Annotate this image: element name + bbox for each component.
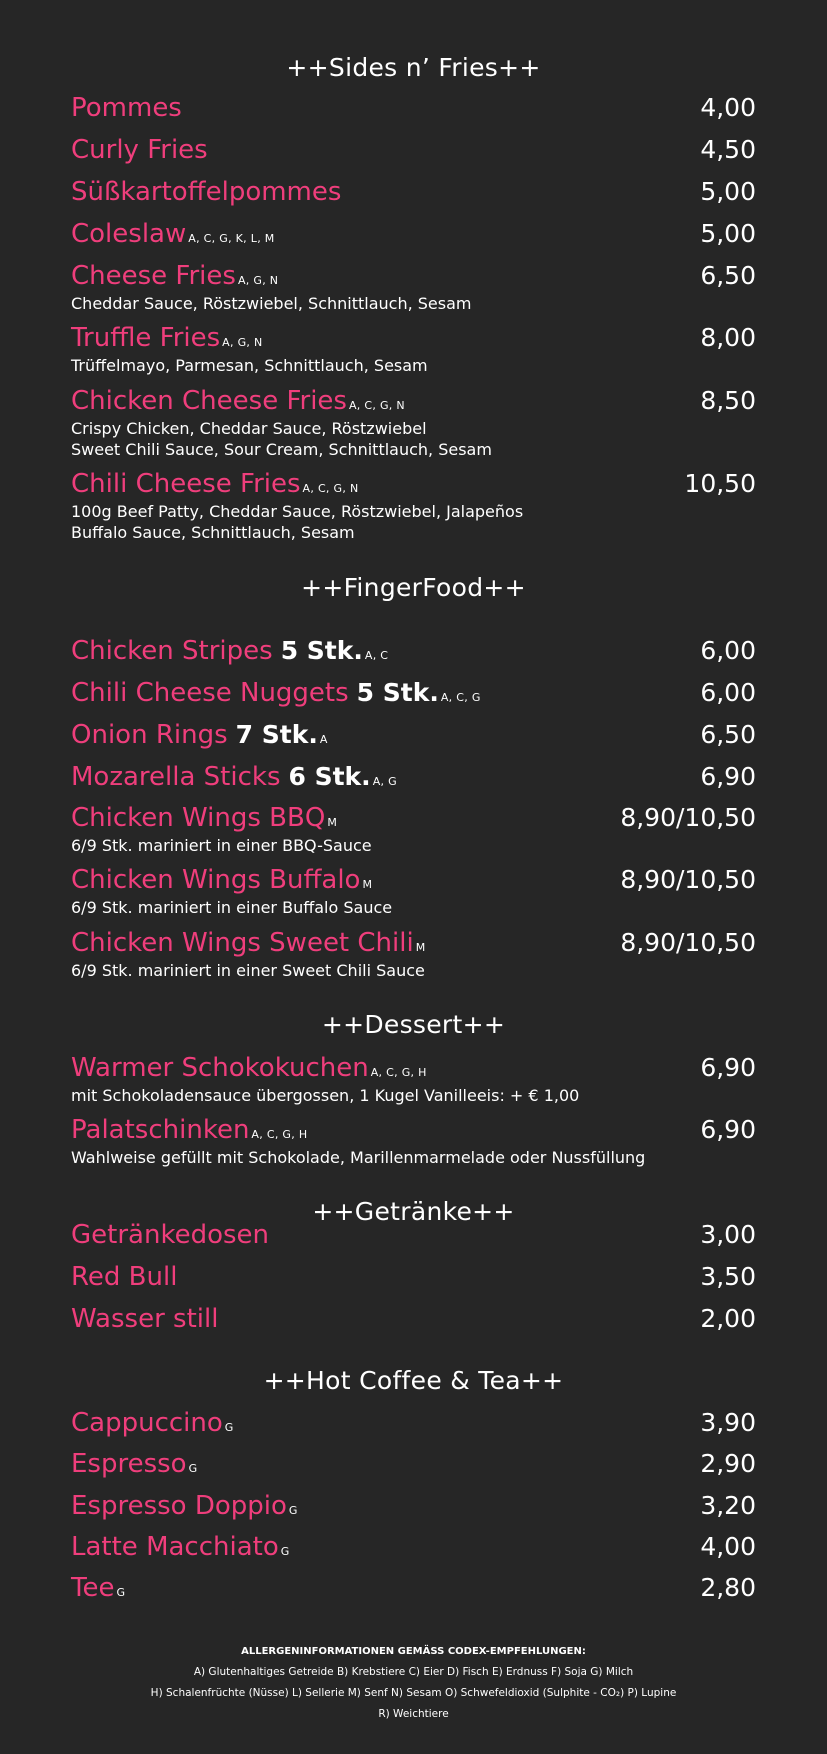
item-price: 10,50	[684, 469, 756, 498]
item-allergens: A, G, N	[222, 336, 263, 349]
item-name: Getränkedosen	[71, 1220, 269, 1250]
item-price: 6,50	[700, 720, 756, 749]
item-allergens: M	[415, 941, 426, 954]
item-allergens: A, C, G, H	[251, 1128, 308, 1141]
item-name: Curly Fries	[71, 135, 208, 165]
allergen-line: R) Weichtiere	[378, 1708, 449, 1720]
menu-item	[71, 1302, 756, 1336]
item-description: Wahlweise gefüllt mit Schokolade, Marillenmarmelade oder Nussfüllung	[71, 1148, 646, 1167]
item-allergens: G	[116, 1586, 126, 1599]
item-allergens: A, G	[372, 775, 397, 788]
menu-item	[71, 760, 756, 794]
item-allergens: A, C, G, N	[302, 482, 359, 495]
item-price: 5,00	[700, 219, 756, 248]
item-description: 6/9 Stk. mariniert in einer BBQ-Sauce	[71, 836, 372, 855]
item-price: 6,00	[700, 678, 756, 707]
item-allergens: A, C	[364, 649, 389, 662]
menu-item	[71, 863, 756, 918]
item-description: 6/9 Stk. mariniert in einer Buffalo Sauce	[71, 898, 393, 917]
menu-item	[71, 1447, 756, 1481]
item-price: 4,00	[700, 93, 756, 122]
item-allergens: A, C, G, H	[370, 1066, 427, 1079]
section-title: ++FingerFood++	[301, 573, 526, 602]
item-price: 6,00	[700, 636, 756, 665]
item-name: Chicken Wings Sweet Chili	[71, 928, 414, 958]
item-name: Red Bull	[71, 1262, 178, 1292]
item-description: Trüffelmayo, Parmesan, Schnittlauch, Sesam	[71, 356, 428, 375]
item-price: 6,90	[700, 1053, 756, 1082]
menu-item	[71, 1113, 756, 1168]
item-description: Buffalo Sauce, Schnittlauch, Sesam	[71, 523, 355, 542]
item-price: 8,90/10,50	[620, 928, 756, 957]
item-quantity: 7 Stk.	[235, 720, 318, 749]
item-price: 8,90/10,50	[620, 803, 756, 832]
item-price: 2,90	[700, 1449, 756, 1478]
menu-item	[71, 1571, 756, 1605]
menu-item	[71, 259, 756, 314]
item-price: 8,90/10,50	[620, 865, 756, 894]
item-description: mit Schokoladensauce übergossen, 1 Kugel Vanilleeis: + € 1,00	[71, 1086, 580, 1105]
item-quantity: 5 Stk.	[356, 678, 439, 707]
item-price: 6,90	[700, 1115, 756, 1144]
menu-item	[71, 1489, 756, 1523]
menu-item	[71, 718, 756, 752]
menu-item	[71, 1406, 756, 1440]
section-title: ++Sides n’ Fries++	[286, 53, 541, 82]
item-name: Tee	[71, 1573, 115, 1603]
menu-item	[71, 1530, 756, 1564]
item-price: 8,50	[700, 386, 756, 415]
item-price: 4,50	[700, 135, 756, 164]
item-description: Sweet Chili Sauce, Sour Cream, Schnittlauch, Sesam	[71, 440, 492, 459]
item-name: Süßkartoffelpommes	[71, 177, 342, 207]
allergen-footer	[0, 1641, 827, 1725]
item-name: Chicken Wings BBQ	[71, 803, 326, 833]
item-name: Palatschinken	[71, 1115, 250, 1145]
item-price: 4,00	[700, 1532, 756, 1561]
item-name: Pommes	[71, 93, 182, 123]
item-allergens: A, C, G, K, L, M	[188, 232, 275, 245]
item-price: 5,00	[700, 177, 756, 206]
item-allergens: G	[288, 1504, 298, 1517]
menu-item	[71, 634, 756, 668]
item-price: 3,90	[700, 1408, 756, 1437]
menu-item	[71, 321, 756, 376]
item-name: Mozarella Sticks	[71, 762, 281, 792]
item-price: 3,00	[700, 1220, 756, 1249]
allergen-line: H) Schalenfrüchte (Nüsse) L) Sellerie M) Senf N) Sesam O) Schwefeldioxid (Sulphite - CO₂) P) Lupine	[150, 1687, 677, 1699]
menu-item	[71, 467, 756, 543]
item-allergens: A, C, G, N	[348, 399, 405, 412]
item-name: Chicken Wings Buffalo	[71, 865, 361, 895]
item-name: Coleslaw	[71, 219, 187, 249]
menu-item	[71, 676, 756, 710]
item-price: 3,50	[700, 1262, 756, 1291]
item-allergens: M	[362, 878, 373, 891]
item-name: Latte Macchiato	[71, 1532, 279, 1562]
item-description: Crispy Chicken, Cheddar Sauce, Röstzwiebel	[71, 419, 427, 438]
item-quantity: 6 Stk.	[288, 762, 371, 791]
item-price: 6,90	[700, 762, 756, 791]
item-price: 6,50	[700, 261, 756, 290]
item-allergens: G	[280, 1545, 290, 1558]
item-name: Chili Cheese Nuggets	[71, 678, 349, 708]
item-allergens: A	[319, 733, 328, 746]
item-name: Wasser still	[71, 1304, 219, 1334]
item-name: Warmer Schokokuchen	[71, 1053, 369, 1083]
menu-item	[71, 217, 756, 251]
menu-item	[71, 1051, 756, 1106]
item-price: 2,00	[700, 1304, 756, 1333]
section-title: ++Dessert++	[321, 1010, 506, 1039]
item-name: Chicken Cheese Fries	[71, 386, 347, 416]
item-name: Espresso	[71, 1449, 187, 1479]
menu-item	[71, 175, 756, 209]
menu-item	[71, 926, 756, 981]
menu-item	[71, 801, 756, 856]
item-name: Chicken Stripes	[71, 636, 273, 666]
allergen-line: A) Glutenhaltiges Getreide B) Krebstiere C) Eier D) Fisch E) Erdnuss F) Soja G) Milch	[193, 1666, 634, 1678]
menu-item	[71, 133, 756, 167]
item-quantity: 5 Stk.	[280, 636, 363, 665]
item-allergens: A, G, N	[237, 274, 279, 287]
section-title: ++Hot Coffee & Tea++	[263, 1366, 564, 1395]
item-name: Onion Rings	[71, 720, 228, 750]
item-allergens: G	[224, 1421, 234, 1434]
menu-item	[71, 1218, 756, 1252]
item-price: 2,80	[700, 1573, 756, 1602]
item-name: Espresso Doppio	[71, 1491, 287, 1521]
menu-item	[71, 1260, 756, 1294]
menu-item	[71, 91, 756, 125]
menu-item	[71, 384, 756, 460]
item-description: 6/9 Stk. mariniert in einer Sweet Chili Sauce	[71, 961, 425, 980]
item-name: Cappuccino	[71, 1408, 223, 1438]
item-allergens: M	[327, 816, 338, 829]
allergen-footer-title: ALLERGENINFORMATIONEN GEMÄSS CODEX-EMPFEHLUNGEN:	[241, 1646, 586, 1657]
item-price: 3,20	[700, 1491, 756, 1520]
item-allergens: A, C, G	[440, 691, 481, 704]
item-allergens: G	[188, 1462, 198, 1475]
item-name: Cheese Fries	[71, 261, 236, 291]
item-description: Cheddar Sauce, Röstzwiebel, Schnittlauch, Sesam	[71, 294, 472, 313]
item-price: 8,00	[700, 323, 756, 352]
section-title: ++Getränke++	[312, 1197, 515, 1226]
item-name: Truffle Fries	[71, 323, 221, 353]
item-name: Chili Cheese Fries	[71, 469, 301, 499]
item-description: 100g Beef Patty, Cheddar Sauce, Röstzwiebel, Jalapeños	[71, 502, 524, 521]
